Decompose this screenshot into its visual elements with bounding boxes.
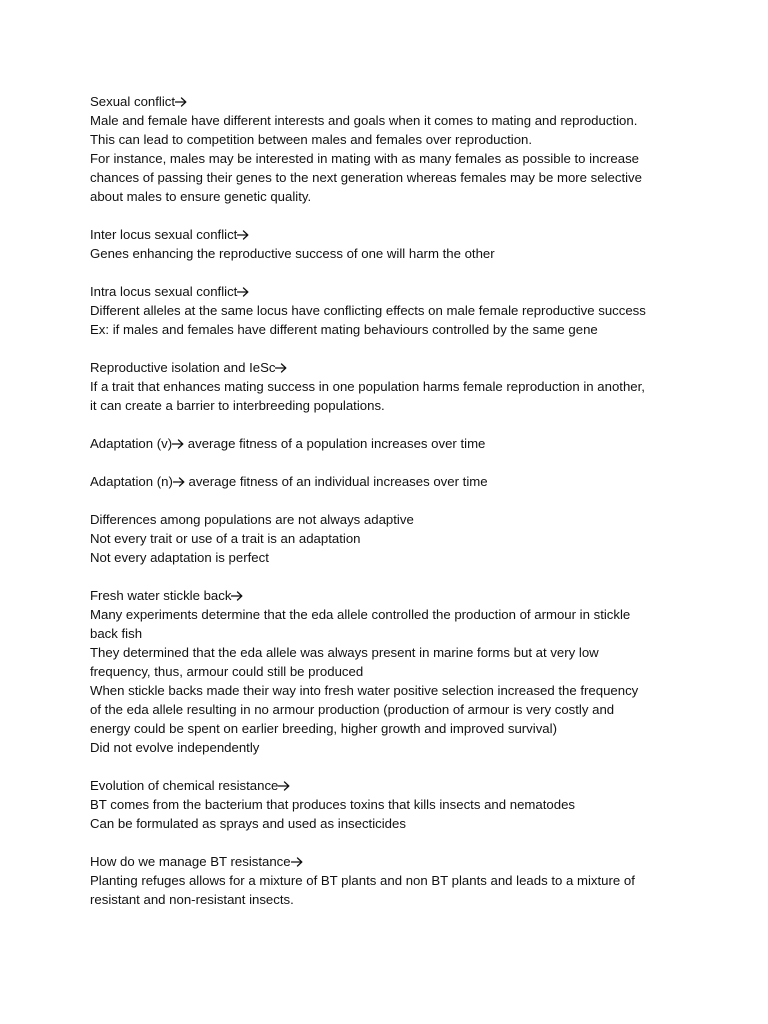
body-line: Planting refuges allows for a mixture of BT plants and non BT plants and leads to a mixture of [90,873,635,888]
body-line: Many experiments determine that the eda allele controlled the production of armour in stickle [90,607,631,622]
section-heading [90,510,690,529]
heading-text: Sexual conflict [90,94,176,109]
body-line: Ex: if males and females have different mating behaviours controlled by the same gene [90,322,598,337]
body-line: When stickle backs made their way into fresh water positive selection increased the frequency [90,683,639,698]
document-body [90,92,690,909]
body-line: For instance, males may be interested in mating with as many females as possible to increase [90,151,640,166]
body-line: resistant and non-resistant insects. [90,892,294,907]
heading-text: Evolution of chemical resistance [90,778,279,793]
paragraph-spacer [90,567,690,586]
section-heading [90,434,690,453]
heading-text: Adaptation (n) [90,474,173,489]
body-line: Male and female have different interests and goals when it comes to mating and reproduction. [90,113,638,128]
heading-text: Reproductive isolation and IeSc [90,360,276,375]
body-line: frequency, thus, armour could still be produced [90,664,364,679]
heading-definition: average fitness of a population increases over time [184,436,486,451]
body-line: Different alleles at the same locus have conflicting effects on male female reproductive success [90,303,646,318]
paragraph-spacer [90,757,690,776]
paragraph-spacer [90,206,690,225]
paragraph-spacer [90,263,690,282]
section-heading [90,282,690,301]
heading-text: Differences among populations are not always adaptive [90,512,414,527]
right-arrow-icon [231,591,243,601]
body-line: Not every trait or use of a trait is an adaptation [90,531,361,546]
body-line: it can create a barrier to interbreeding populations. [90,398,385,413]
right-arrow-icon [172,439,184,449]
section-heading [90,358,690,377]
paragraph-spacer [90,491,690,510]
paragraph-spacer [90,453,690,472]
body-line: Can be formulated as sprays and used as insecticides [90,816,406,831]
body-line: of the eda allele resulting in no armour production (production of armour is very costly and [90,702,615,717]
heading-text: Adaptation (v) [90,436,173,451]
section-heading [90,852,690,871]
body-line: Not every adaptation is perfect [90,550,269,565]
right-arrow-icon [173,477,185,487]
right-arrow-icon [275,363,287,373]
heading-definition: average fitness of an individual increases over time [184,474,488,489]
section-heading [90,586,690,605]
section-heading [90,225,690,244]
body-line: about males to ensure genetic quality. [90,189,312,204]
heading-text: Fresh water stickle back [90,588,232,603]
body-line: back fish [90,626,143,641]
right-arrow-icon [175,97,187,107]
body-line: This can lead to competition between males and females over reproduction. [90,132,533,147]
paragraph-spacer [90,339,690,358]
section-heading [90,92,690,111]
heading-text: Inter locus sexual conflict [90,227,238,242]
paragraph-spacer [90,833,690,852]
section-heading [90,776,690,795]
body-line: BT comes from the bacterium that produces toxins that kills insects and nematodes [90,797,575,812]
paragraph-spacer [90,415,690,434]
body-line: energy could be spent on earlier breeding, higher growth and improved survival) [90,721,557,736]
right-arrow-icon [278,781,290,791]
body-line: chances of passing their genes to the next generation whereas females may be more selective [90,170,642,185]
body-line: If a trait that enhances mating success in one population harms female reproduction in another, [90,379,645,394]
body-line: Did not evolve independently [90,740,260,755]
body-line: Genes enhancing the reproductive success of one will harm the other [90,246,495,261]
right-arrow-icon [237,287,249,297]
heading-text: How do we manage BT resistance [90,854,291,869]
heading-text: Intra locus sexual conflict [90,284,238,299]
body-line: They determined that the eda allele was always present in marine forms but at very low [90,645,599,660]
section-heading [90,472,690,491]
right-arrow-icon [291,857,303,867]
right-arrow-icon [237,230,249,240]
